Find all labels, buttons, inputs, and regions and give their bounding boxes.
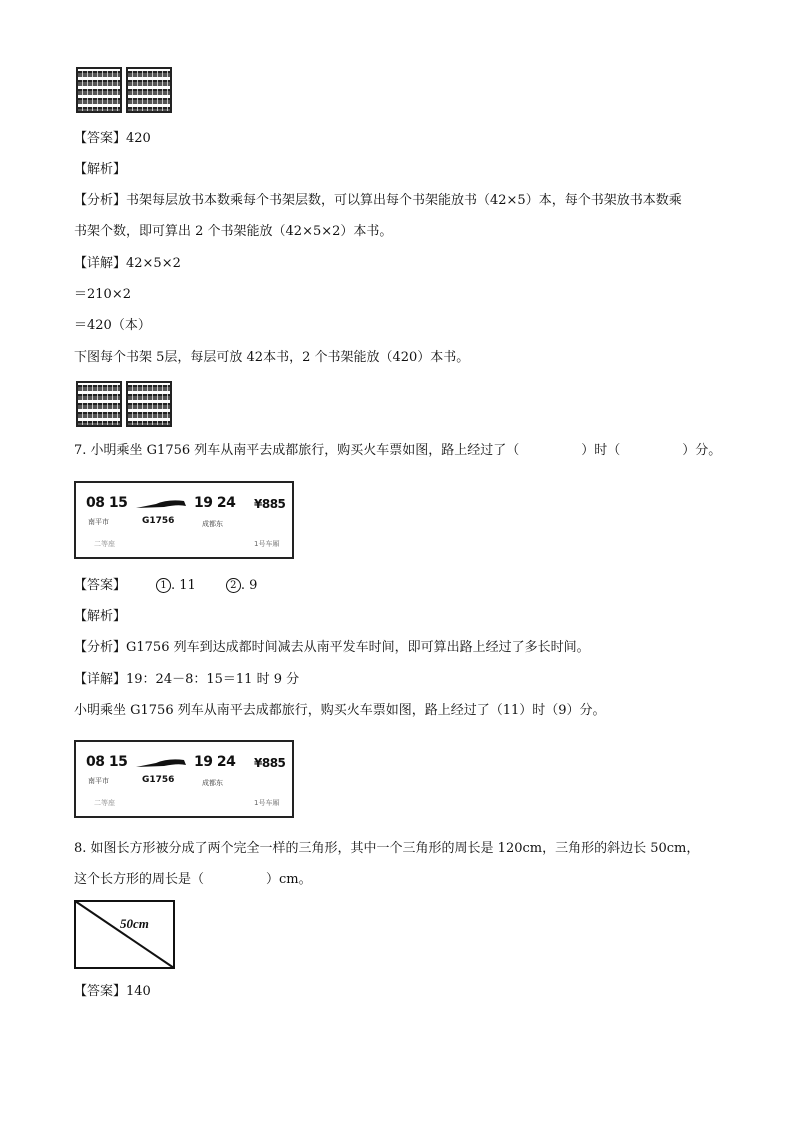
q6-xiangjie-line3: ＝420（本） [74, 318, 151, 333]
depart-time: 08 15 [86, 754, 128, 770]
q8-question-line1: 8. 如图长方形被分成了两个完全一样的三角形，其中一个三角形的周长是 120cm，三角形的斜边长 50cm， [74, 841, 700, 856]
train-number: G1756 [142, 775, 175, 785]
q6-analysis-tag: 【解析】 [74, 162, 127, 177]
ticket-price: ¥885 [254, 756, 286, 770]
answer-tag: 【答案】 [74, 578, 127, 593]
q6-fenxi-line2: 书架个数，即可算出 2 个书架能放（42×5×2）本书。 [74, 224, 393, 239]
q7-question: 7. 小明乘坐 G1756 列车从南平去成都旅行，购买火车票如图，路上经过了（ ）时（ ）分。 [74, 443, 722, 458]
from-station: 南平市 [88, 777, 109, 785]
rectangle-diagram [74, 900, 176, 970]
q7-fenxi: 【分析】G1756 列车到达成都时间减去从南平发车时间，即可算出路上经过了多长时间。 [74, 640, 590, 655]
diagonal-length-label: 50cm [120, 916, 149, 931]
circled-number-2: 2 [226, 578, 241, 593]
train-ticket-image-repeat [74, 740, 294, 818]
q7-analysis-tag: 【解析】 [74, 609, 127, 624]
car-number: 1号车厢 [254, 540, 280, 548]
bookshelf-icon [126, 381, 172, 427]
q6-xiangjie-line2: ＝210×2 [74, 287, 131, 302]
answer-value: 140 [126, 984, 151, 999]
bookshelf-icon [76, 381, 122, 427]
q6-xiangjie-line1: 【详解】42×5×2 [74, 256, 181, 271]
arrive-time: 19 24 [194, 495, 236, 511]
bookshelf-image-top [76, 67, 172, 113]
car-number: 1号车厢 [254, 799, 280, 807]
ticket-price: ¥885 [254, 497, 286, 511]
q8-question-line2: 这个长方形的周长是（ ）cm。 [74, 872, 312, 887]
answer-value: 420 [126, 131, 151, 146]
arrive-time: 19 24 [194, 754, 236, 770]
train-ticket-image [74, 481, 294, 559]
rectangle-diagonal [75, 901, 174, 968]
train-icon [134, 498, 188, 510]
to-station: 成都东 [202, 520, 223, 528]
bookshelf-icon [126, 67, 172, 113]
answer-tag: 【答案】 [74, 131, 127, 146]
q6-fenxi-line1: 【分析】书架每层放书本数乘每个书架层数，可以算出每个书架能放书（42×5）本，每个书架放书本数乘 [74, 193, 682, 208]
to-station: 成都东 [202, 779, 223, 787]
q6-answer-line [74, 130, 151, 148]
from-station: 南平市 [88, 518, 109, 526]
depart-time: 08 15 [86, 495, 128, 511]
seat-class: 二等座 [94, 799, 115, 807]
q7-xiangjie: 【详解】19：24－8：15＝11 时 9 分 [74, 672, 300, 687]
q6-restate: 下图每个书架 5层，每层可放 42本书，2 个书架能放（420）本书。 [74, 350, 470, 365]
q7-restate: 小明乘坐 G1756 列车从南平去成都旅行，购买火车票如图，路上经过了（11）时（9）分。 [74, 703, 606, 718]
seat-class: 二等座 [94, 540, 115, 548]
q7-answer-line: 【答案】 1 . 11 2 . 9 [74, 578, 258, 593]
bookshelf-image-bottom [76, 381, 172, 427]
q8-answer-line [74, 983, 151, 1001]
circled-number-1: 1 [156, 578, 171, 593]
bookshelf-icon [76, 67, 122, 113]
answer-tag: 【答案】 [74, 984, 127, 999]
train-icon [134, 757, 188, 769]
train-number: G1756 [142, 516, 175, 526]
